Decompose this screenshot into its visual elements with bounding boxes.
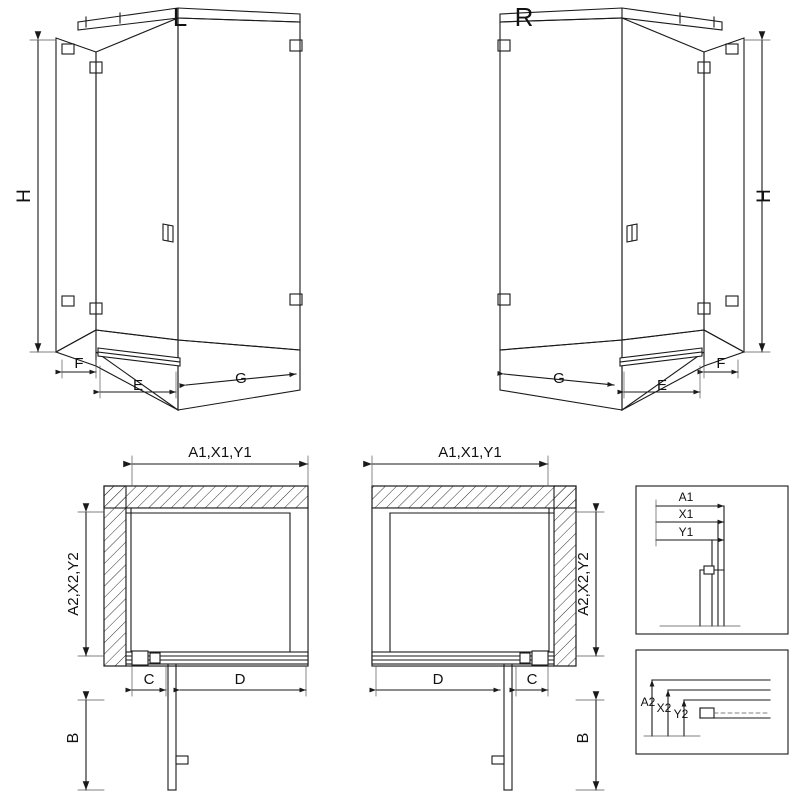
label-e-right: E <box>656 377 668 394</box>
label-a2x2y2-left: A2,X2,Y2 <box>65 552 82 616</box>
label-b-right: B <box>575 732 592 744</box>
label-a1x1y1-right: A1,X1,Y1 <box>438 444 502 461</box>
label-b-left: B <box>65 732 82 744</box>
label-view-right: R <box>514 2 534 32</box>
label-f-right: F <box>716 355 726 372</box>
label-detail-y2: Y2 <box>673 707 689 721</box>
label-g-left: G <box>235 370 247 387</box>
label-g-right: G <box>553 370 565 387</box>
label-detail-y1: Y1 <box>678 525 694 539</box>
label-h-right: H <box>754 189 775 203</box>
label-view-left: L <box>172 2 188 32</box>
label-h-left: H <box>14 189 35 203</box>
label-a2x2y2-right: A2,X2,Y2 <box>575 552 592 616</box>
view-left-isometric <box>30 8 302 410</box>
view-right-isometric <box>498 8 770 410</box>
label-d-right: D <box>432 671 444 688</box>
view-left-plan <box>78 456 308 790</box>
label-detail-x1: X1 <box>678 507 694 521</box>
label-detail-a1: A1 <box>678 490 694 504</box>
view-right-plan <box>372 456 604 790</box>
label-c-left: C <box>143 671 155 688</box>
label-detail-x2: X2 <box>656 701 672 715</box>
label-e-left: E <box>132 377 144 394</box>
label-f-left: F <box>74 355 84 372</box>
label-d-left: D <box>234 671 246 688</box>
label-detail-a2: A2 <box>640 695 656 709</box>
label-c-right: C <box>526 671 538 688</box>
label-a1x1y1-left: A1,X1,Y1 <box>188 444 252 461</box>
detail-a1x1y1 <box>636 486 788 634</box>
